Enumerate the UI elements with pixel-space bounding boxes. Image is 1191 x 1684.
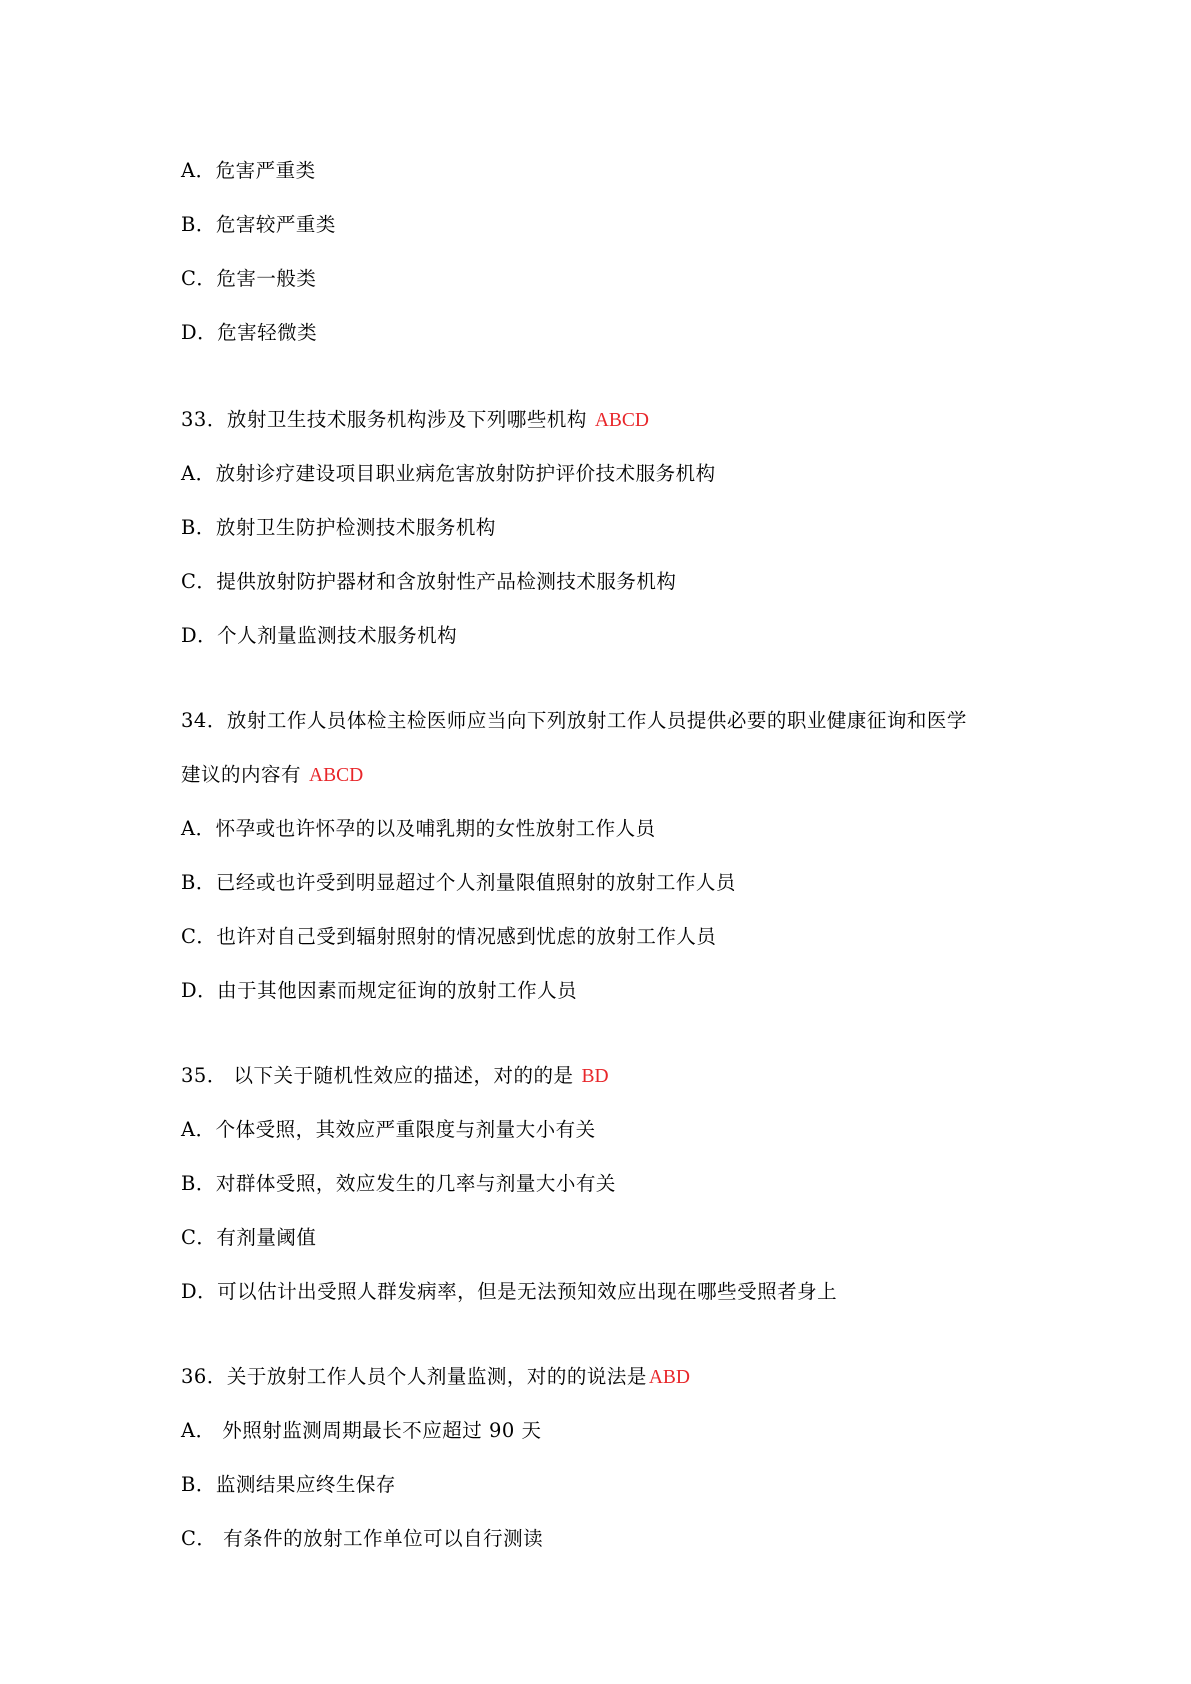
- q32-option-a: A．危害严重类: [181, 159, 316, 182]
- q33-question-text: 33．放射卫生技术服务机构涉及下列哪些机构: [181, 408, 587, 431]
- q33-option-a: A．放射诊疗建设项目职业病危害放射防护评价技术服务机构: [181, 462, 716, 485]
- q33-option-c: C．提供放射防护器材和含放射性产品检测技术服务机构: [181, 570, 677, 593]
- q34-question-text: 建议的内容有: [181, 763, 302, 786]
- q35-option-b: B．对群体受照，效应发生的几率与剂量大小有关: [181, 1172, 616, 1195]
- q35-question-text: 35． 以下关于随机性效应的描述，对的的是: [181, 1064, 574, 1087]
- q33-answer: ABCD: [594, 410, 650, 431]
- q32-option-c: C．危害一般类: [181, 267, 317, 290]
- q34-question-line1: 34．放射工作人员体检主检医师应当向下列放射工作人员提供必要的职业健康征询和医学: [181, 709, 967, 732]
- q35-option-c: C．有剂量阈值: [181, 1226, 317, 1249]
- q34-option-b: B．已经或也许受到明显超过个人剂量限值照射的放射工作人员: [181, 871, 736, 894]
- q34-option-d: D．由于其他因素而规定征询的放射工作人员: [181, 979, 578, 1002]
- q36-option-c: C． 有条件的放射工作单位可以自行测读: [181, 1527, 544, 1550]
- q33-option-b: B．放射卫生防护检测技术服务机构: [181, 516, 496, 539]
- q35-option-d: D．可以估计出受照人群发病率，但是无法预知效应出现在哪些受照者身上: [181, 1280, 838, 1303]
- q34-question-line2: [181, 762, 363, 789]
- q35-answer: BD: [581, 1066, 609, 1087]
- q36-question-text: 36．关于放射工作人员个人剂量监测，对的的说法是: [181, 1365, 647, 1388]
- q36-option-b: B．监测结果应终生保存: [181, 1473, 396, 1496]
- q36-option-a: A． 外照射监测周期最长不应超过 90 天: [181, 1419, 542, 1442]
- q36-question: [181, 1364, 690, 1391]
- q35-question: [181, 1063, 609, 1090]
- q33-question: [181, 407, 649, 434]
- q32-option-d: D．危害轻微类: [181, 321, 318, 344]
- q35-option-a: A．个体受照，其效应严重限度与剂量大小有关: [181, 1118, 596, 1141]
- q34-answer: ABCD: [309, 765, 364, 786]
- q36-answer: ABD: [648, 1367, 690, 1388]
- q33-option-d: D．个人剂量监测技术服务机构: [181, 624, 458, 647]
- q32-option-b: B．危害较严重类: [181, 213, 336, 236]
- q34-option-a: A．怀孕或也许怀孕的以及哺乳期的女性放射工作人员: [181, 817, 656, 840]
- q34-option-c: C．也许对自己受到辐射照射的情况感到忧虑的放射工作人员: [181, 925, 717, 948]
